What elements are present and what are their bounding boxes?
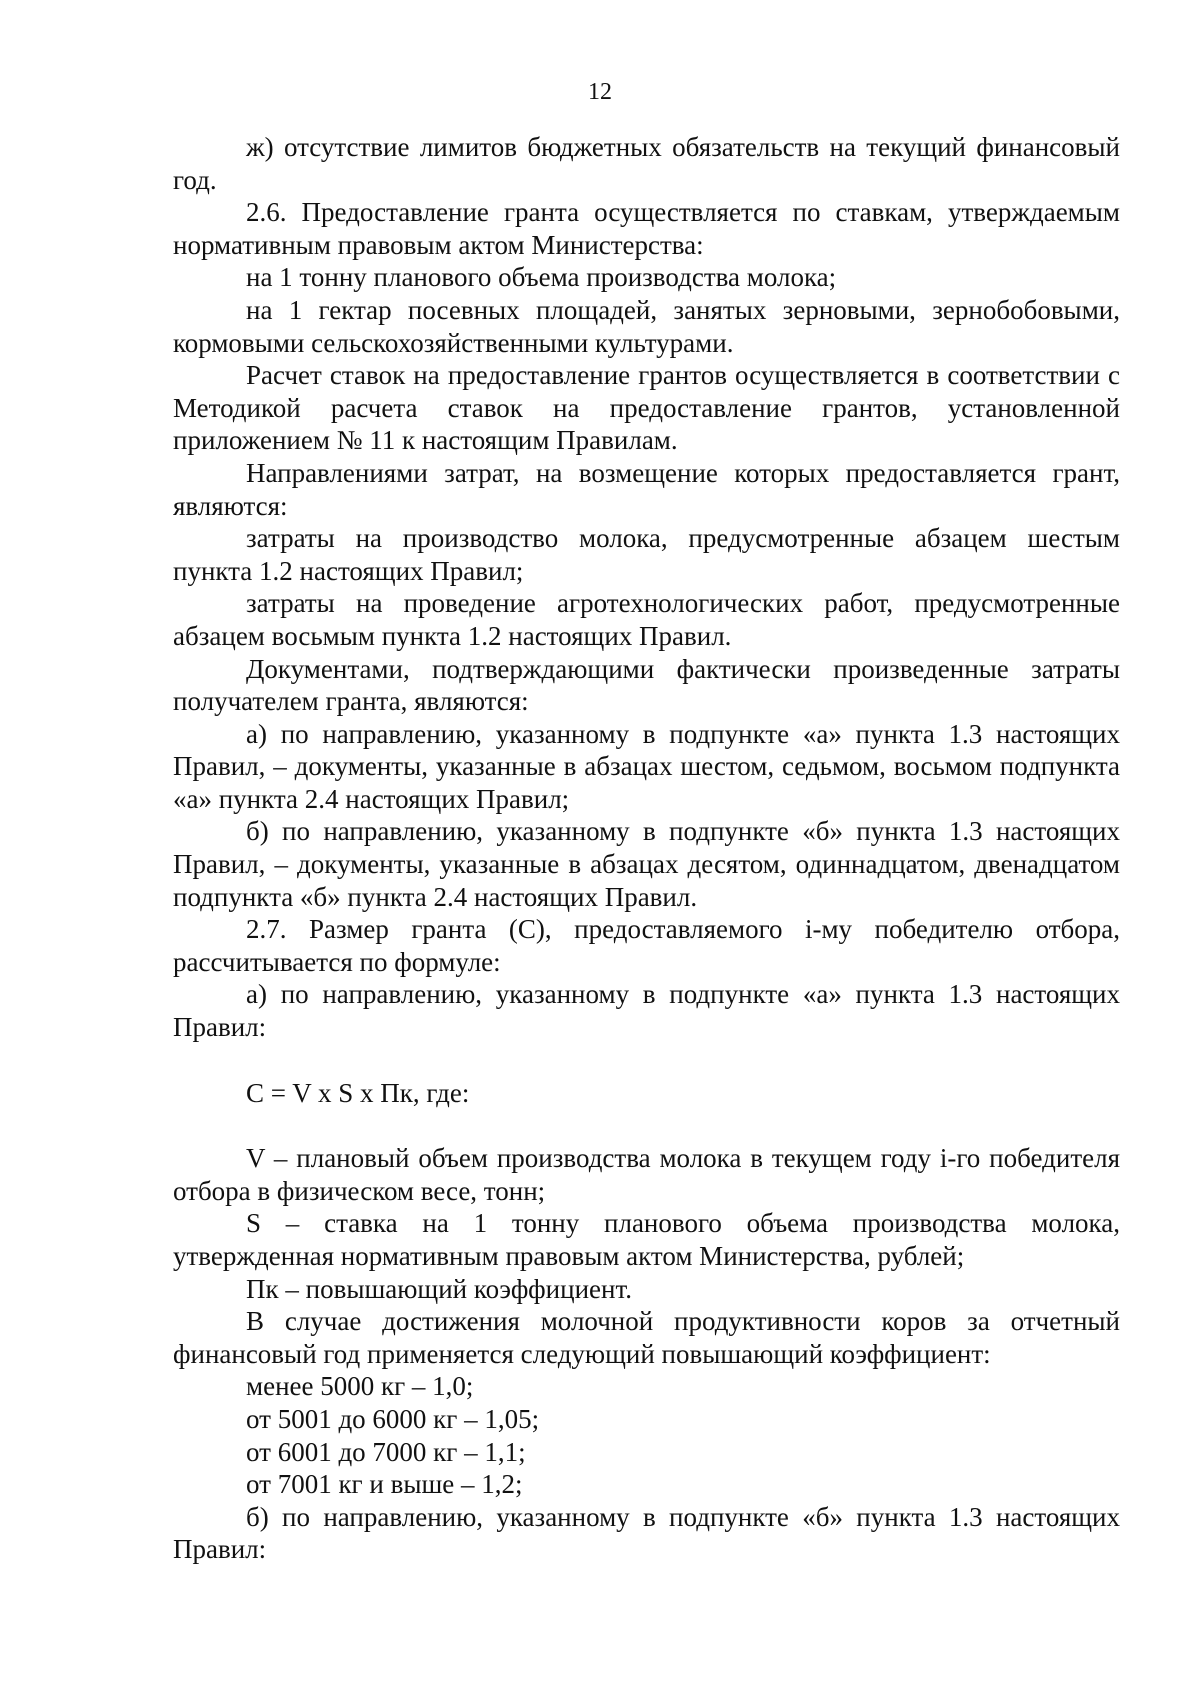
document-body (173, 131, 1120, 1566)
paragraph: Пк – повышающий коэффициент. (246, 1273, 632, 1304)
paragraph: б) по направлению, указанному в подпункте «б» пункта 1.3 настоящих Правил, – документы, указанные в абзацах десятом, одиннадцатом, двенадцатом подпункта «б» пункта 2.4 настоящих Правил. (173, 816, 1120, 912)
paragraph: на 1 гектар посевных площадей, занятых зерновыми, зернобобовыми, кормовыми сельскохозяйственными культурами. (173, 294, 1120, 358)
list-item: менее 5000 кг – 1,0; (246, 1371, 474, 1402)
paragraph: Расчет ставок на предоставление грантов осуществляется в соответствии с Методикой расчета ставок на предоставление грантов, установленной приложением № 11 к настоящим Правилам. (173, 360, 1120, 456)
paragraph: затраты на проведение агротехнологических работ, предусмотренные абзацем восьмым пункта 1.2 настоящих Правил. (173, 588, 1120, 651)
page-number: 12 (588, 79, 612, 105)
paragraph: В случае достижения молочной продуктивности коров за отчетный финансовый год применяется следующий повышающий коэффициент: (173, 1306, 1120, 1369)
list-item: от 7001 кг и выше – 1,2; (246, 1469, 523, 1500)
paragraph: 2.7. Размер гранта (C), предоставляемого i-му победителю отбора, рассчитывается по формуле: (173, 914, 1120, 977)
paragraph: затраты на производство молока, предусмотренные абзацем шестым пункта 1.2 настоящих Правил; (173, 523, 1120, 586)
paragraph: ж) отсутствие лимитов бюджетных обязательств на текущий финансовый год. (173, 132, 1120, 195)
paragraph: Документами, подтверждающими фактически произведенные затраты получателем гранта, являются: (173, 653, 1120, 717)
list-item: от 5001 до 6000 кг – 1,05; (246, 1403, 540, 1434)
paragraph: а) по направлению, указанному в подпункте «а» пункта 1.3 настоящих Правил, – документы, указанные в абзацах шестом, седьмом, восьмом подпункта «а» пункта 2.4 настоящих Правил; (173, 718, 1120, 814)
paragraph: б) по направлению, указанному в подпункте «б» пункта 1.3 настоящих Правил: (173, 1501, 1120, 1565)
paragraph: а) по направлению, указанному в подпункте «а» пункта 1.3 настоящих Правил: (173, 979, 1120, 1043)
paragraph: Направлениями затрат, на возмещение которых предоставляется грант, являются: (173, 457, 1120, 521)
paragraph: 2.6. Предоставление гранта осуществляется по ставкам, утверждаемым нормативным правовым актом Министерства: (173, 197, 1120, 260)
paragraph: S – ставка на 1 тонну планового объема производства молока, утвержденная нормативным правовым актом Министерства, рублей; (173, 1208, 1120, 1271)
list-item: от 6001 до 7000 кг – 1,1; (246, 1436, 526, 1467)
paragraph: V – плановый объем производства молока в текущем году i-го победителя отбора в физическом весе, тонн; (173, 1143, 1120, 1206)
formula: C = V x S x Пк, где: (246, 1077, 470, 1108)
paragraph: на 1 тонну планового объема производства молока; (246, 262, 837, 293)
